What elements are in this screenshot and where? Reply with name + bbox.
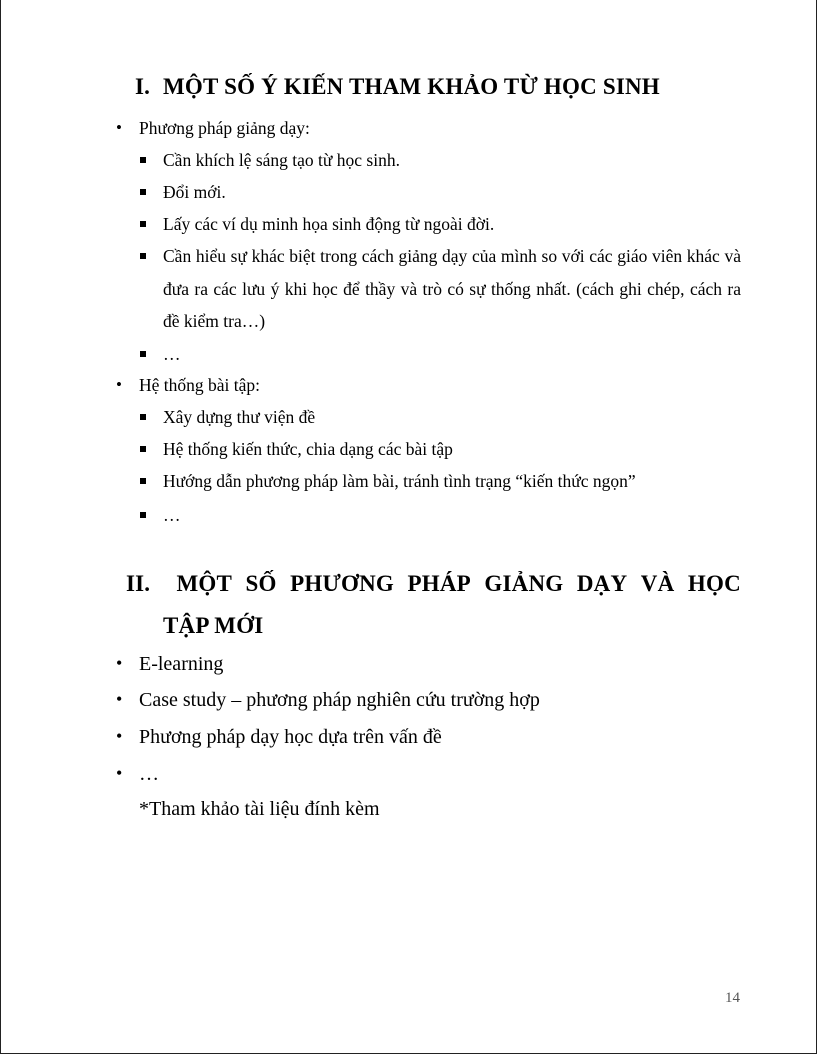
title-word: MỘT <box>176 571 233 596</box>
list-item-text: E-learning <box>139 653 224 675</box>
list-item-text: Lấy các ví dụ minh họa sinh động từ ngoài đời. <box>163 214 495 234</box>
list-item-text: Phương pháp dạy học dựa trên vấn đề <box>139 726 442 748</box>
bullet-square-icon <box>140 221 146 227</box>
section-1-heading <box>135 74 660 100</box>
section-2-heading <box>126 563 741 647</box>
bullet-square-icon <box>140 414 146 420</box>
list-item-text: Xây dựng thư viện đề <box>163 407 316 427</box>
section-1-number: I. <box>135 74 151 99</box>
bullet-dot-icon: • <box>116 118 122 137</box>
reference-note: *Tham khảo tài liệu đính kèm <box>139 798 380 820</box>
page-number: 14 <box>725 990 740 1006</box>
list-item-paragraph: Cần hiểu sự khác biệt trong cách giảng dạy của mình so với các giáo viên khác và đưa ra các lưu ý khi học để thầy và trò có sự thống nhất. (cách ghi chép, cách ra đề kiểm tra…) <box>163 246 741 331</box>
title-word: HỌC <box>687 571 741 596</box>
list-item-text: Hướng dẫn phương pháp làm bài, tránh tình trạng “kiến thức ngọn” <box>163 471 636 491</box>
bullet-dot-icon: • <box>116 726 123 746</box>
bullet-square-icon <box>140 512 146 518</box>
group-label: Hệ thống bài tập: <box>139 375 261 395</box>
title-word: PHƯƠNG <box>290 571 394 596</box>
section-2-number: II. <box>126 571 151 596</box>
title-word: VÀ <box>640 571 675 596</box>
bullet-dot-icon: • <box>116 375 122 394</box>
bullet-dot-icon: • <box>116 653 123 673</box>
bullet-square-icon <box>140 351 146 357</box>
group-label: Phương pháp giảng dạy: <box>139 118 310 138</box>
list-item-text: … <box>163 344 181 364</box>
bullet-square-icon <box>140 253 146 259</box>
list-item-text: … <box>163 505 181 525</box>
title-word: PHÁP <box>407 571 471 596</box>
bullet-square-icon <box>140 189 146 195</box>
section-2-title-line-2: TẬP MỚI <box>163 613 264 638</box>
list-item-text: Hệ thống kiến thức, chia dạng các bài tập <box>163 439 453 459</box>
list-item-text: Đổi mới. <box>163 182 226 202</box>
bullet-dot-icon: • <box>116 763 123 783</box>
title-word: DẠY <box>576 571 628 596</box>
list-item-text: Cần khích lệ sáng tạo từ học sinh. <box>163 150 400 170</box>
bullet-square-icon <box>140 157 146 163</box>
section-2-title-line-1 <box>126 563 741 605</box>
bullet-dot-icon: • <box>116 689 123 709</box>
title-word: GIẢNG <box>484 571 564 596</box>
bullet-square-icon <box>140 478 146 484</box>
list-item-text: … <box>139 763 159 785</box>
list-item-text: Case study – phương pháp nghiên cứu trường hợp <box>139 689 540 711</box>
title-word: SỐ <box>245 571 277 596</box>
section-1-title: MỘT SỐ Ý KIẾN THAM KHẢO TỪ HỌC SINH <box>163 74 660 99</box>
bullet-square-icon <box>140 446 146 452</box>
